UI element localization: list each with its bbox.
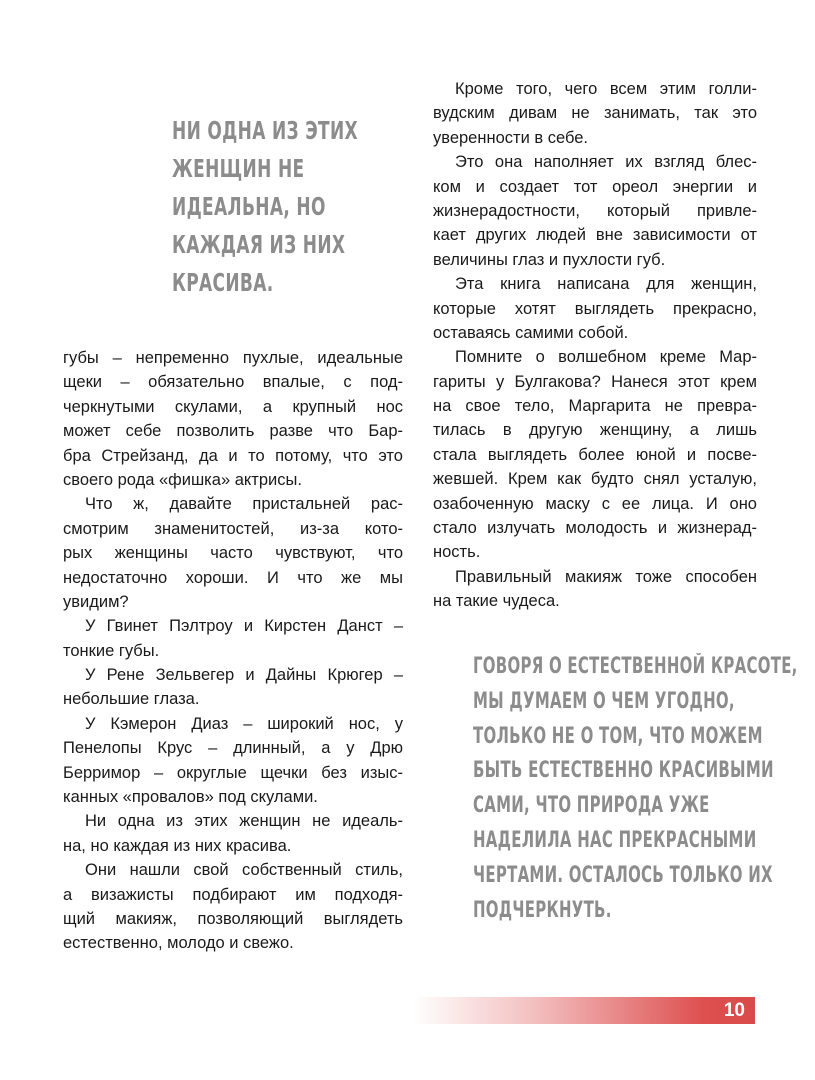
text-line: смотрим знаменитостей, из-за кото- <box>63 519 403 538</box>
text-line: ком и создает тот ореол энергии и <box>433 177 757 196</box>
text-line: стала выглядеть более юной и посве- <box>433 445 757 464</box>
text-line: Кроме того, чего всем этим голли- <box>455 80 757 98</box>
text-line: жевшей. Крем как будто снял усталую, <box>433 470 757 489</box>
pull-quote-top-line: КАЖДАЯ ИЗ НИХ <box>172 230 346 259</box>
text-line: У Гвинет Пэлтроу и Кирстен Данст – <box>85 617 403 636</box>
text-line: на, но каждая из них красива. <box>63 836 292 855</box>
text-line: естественно, молодо и свежо. <box>63 934 294 953</box>
text-line: величины глаз и пухлости губ. <box>433 250 666 269</box>
text-line: щий макияж, позволяющий выглядеть <box>63 909 403 928</box>
text-line: а визажисты подбирают им подходя- <box>63 885 403 904</box>
text-line: Это она наполняет их взгляд блес- <box>455 153 757 172</box>
text-line: гариты у Булгакова? Нанеся этот крем <box>433 372 757 391</box>
text-line: на свое тело, Маргарита не превра- <box>433 397 757 416</box>
text-line: недостаточно хороши. И что же мы <box>63 568 403 587</box>
text-line: может себе позволить разве что Бар- <box>63 422 403 441</box>
text-line: оставаясь самими собой. <box>433 323 629 342</box>
pull-quote-bottom <box>473 650 798 928</box>
text-line: Правильный макияж тоже способен <box>455 567 757 586</box>
text-line: черкнутыми скулами, а крупный нос <box>63 397 403 416</box>
pull-quote-top-line: ИДЕАЛЬНА, НО <box>172 192 326 221</box>
pull-quote-bottom-line: МЫ ДУМАЕМ О ЧЕМ УГОДНО, <box>473 688 735 714</box>
text-line: своего рода «фишка» актрисы. <box>63 470 302 489</box>
text-line: Они нашли свой собственный стиль, <box>85 861 403 880</box>
text-line: бра Стрейзанд, да и то потому, что это <box>63 446 403 465</box>
left-text-column <box>63 346 403 956</box>
text-line: кает других людей вне зависимости от <box>433 226 757 245</box>
text-line: стало излучать молодость и жизнерад- <box>433 519 757 538</box>
text-line: озабоченную маску с ее лица. И оно <box>433 494 757 513</box>
text-line: Эта книга написана для женщин, <box>455 275 757 294</box>
pull-quote-top-line: ЖЕНЩИН НЕ <box>172 154 305 183</box>
text-line: тонкие губы. <box>63 641 160 660</box>
pull-quote-top <box>172 112 358 302</box>
text-line: на такие чудеса. <box>433 592 560 611</box>
text-line: Ни одна из этих женщин не идеаль- <box>85 812 403 831</box>
pull-quote-bottom-line: ТОЛЬКО НЕ О ТОМ, ЧТО МОЖЕМ <box>473 723 763 749</box>
text-line: канных «провалов» под скулами. <box>63 788 318 807</box>
right-text-column <box>433 77 757 614</box>
pull-quote-bottom-line: ЧЕРТАМИ. ОСТАЛОСЬ ТОЛЬКО ИХ <box>473 862 773 888</box>
text-line: Что ж, давайте пристальней рас- <box>85 495 403 514</box>
text-line: Помните о волшебном креме Мар- <box>455 348 757 367</box>
text-line: щеки – обязательно впалые, с под- <box>63 373 403 392</box>
text-line: небольшие глаза. <box>63 690 200 709</box>
text-line: уверенности в себе. <box>433 128 588 147</box>
text-line: рых женщины часто чувствуют, что <box>63 544 403 563</box>
pull-quote-bottom-line: САМИ, ЧТО ПРИРОДА УЖЕ <box>473 793 710 819</box>
pull-quote-bottom-line: НАДЕЛИЛА НАС ПРЕКРАСНЫМИ <box>473 827 757 853</box>
pull-quote-bottom-line: БЫТЬ ЕСТЕСТВЕННО КРАСИВЫМИ <box>473 758 774 784</box>
text-line: У Кэмерон Диаз – широкий нос, у <box>85 714 403 733</box>
pull-quote-bottom-line: ПОДЧЕРКНУТЬ. <box>473 897 612 923</box>
page-number: 10 <box>723 1000 745 1021</box>
text-line: У Рене Зельвегер и Дайны Крюгер – <box>85 666 403 685</box>
text-line: Берримор – округлые щечки без изыс- <box>63 763 403 782</box>
pull-quote-top-line: НИ ОДНА ИЗ ЭТИХ <box>172 116 359 145</box>
page-number-strip <box>412 997 755 1024</box>
text-line: Пенелопы Крус – длинный, а у Дрю <box>63 739 403 758</box>
pull-quote-top-line: КРАСИВА. <box>172 268 274 297</box>
text-line: вудским дивам не занимать, так это <box>433 104 757 123</box>
text-line: которые хотят выглядеть прекрасно, <box>433 299 757 318</box>
text-line: ность. <box>433 543 481 562</box>
text-line: увидим? <box>63 592 129 611</box>
text-line: тилась в другую женщину, а лишь <box>433 421 757 440</box>
text-line: жизнерадостности, который привле- <box>433 201 757 220</box>
text-line: губы – непременно пухлые, идеальные <box>63 349 403 367</box>
pull-quote-bottom-line: ГОВОРЯ О ЕСТЕСТВЕННОЙ КРАСОТЕ, <box>473 654 798 679</box>
